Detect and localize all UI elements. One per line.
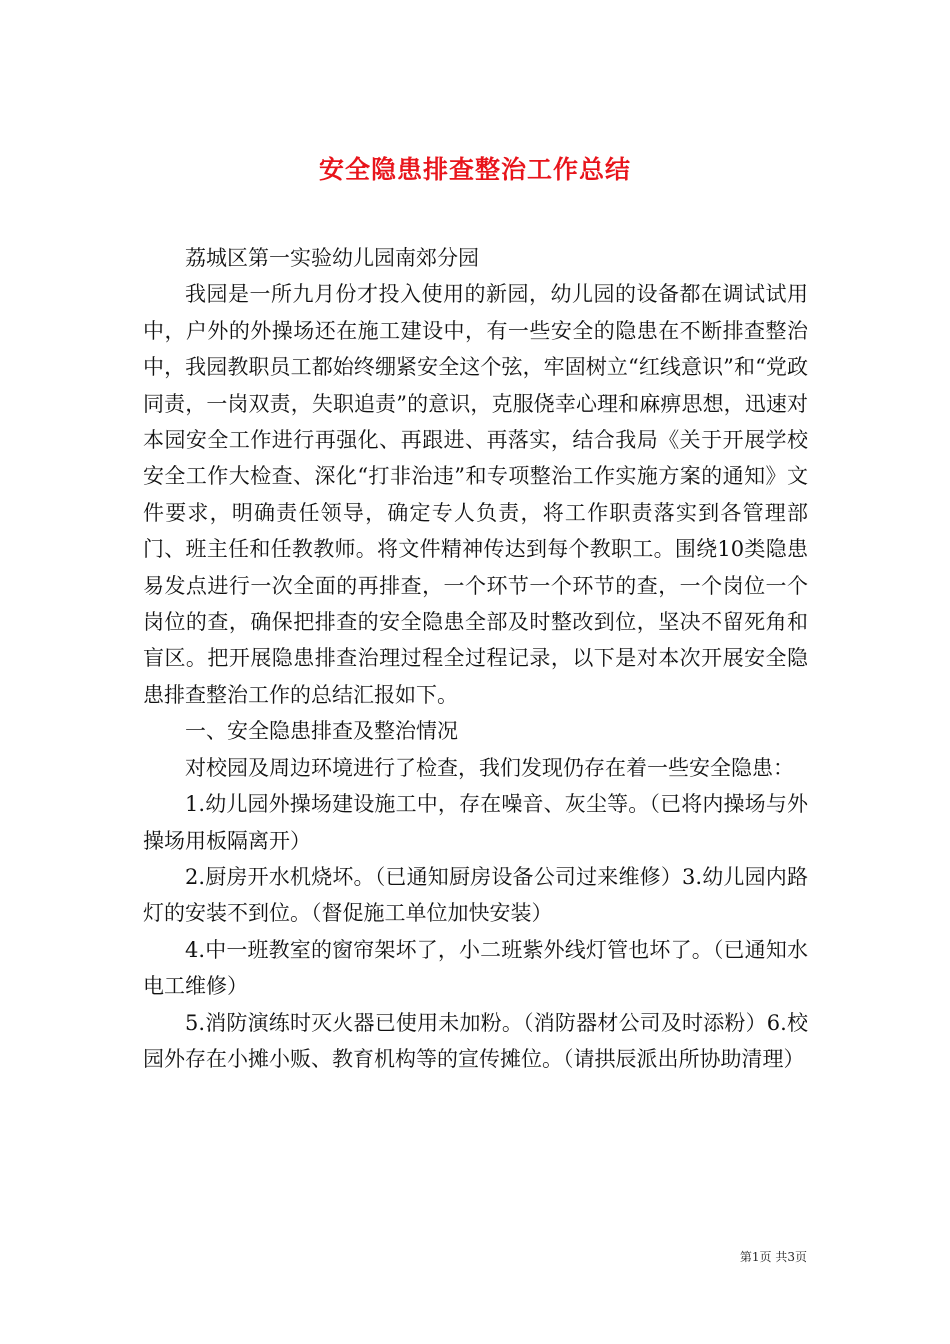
hazard-item: 5.消防演练时灭火器已使用未加粉。（消防器材公司及时添粉）6.校园外存在小摊小贩、教育机构等的宣传摊位。（请拱辰派出所协助清理） <box>143 1010 808 1071</box>
hazard-item: 4.中一班教室的窗帘架坏了，小二班紫外线灯管也坏了。（已通知水电工维修） <box>143 937 808 999</box>
document-body <box>143 240 808 1077</box>
inspection-paragraph: 对校园及周边环境进行了检查，我们发现仍存在着一些安全隐患： <box>185 755 794 780</box>
hazard-item: 2.厨房开水机烧坏。（已通知厨房设备公司过来维修）3.幼儿园内路灯的安装不到位。（督促施工单位加快安装） <box>143 864 808 926</box>
hazard-item: 1.幼儿园外操场建设施工中，存在噪音、灰尘等。（已将内操场与外操场用板隔离开） <box>143 792 808 853</box>
section-heading: 一、安全隐患排查及整治情况 <box>185 719 458 744</box>
document-title: 安全隐患排查整治工作总结 <box>318 154 631 184</box>
school-name: 荔城区第一实验幼儿园南郊分园 <box>185 246 479 270</box>
page-number: 第1页 共3页 <box>739 1250 807 1264</box>
intro-paragraph: 我园是一所九月份才投入使用的新园，幼儿园的设备都在调试试用中，户外的外操场还在施工建设中，有一些安全的隐患在不断排查整治中，我园教职员工都始终绷紧安全这个弦，牢固树立“红线意识”和“党政同责，一岗双责，失职追责”的意识，克服侥幸心理和麻痹思想，迅速对本园安全工作进行再强化、再跟进、再落实，结合我局《关于开展学校安全工作大检查、深化“打非治违”和专项整治工作实施方案的通知》文件要求，明确责任领导，确定专人负责，将工作职责落实到各管理部门、班主任和任教教师。将文件精神传达到每个教职工。围绕10类隐患易发点进行一次全面的再排查，一个环节一个环节的查，一个岗位一个岗位的查，确保把排查的安全隐患全部及时整改到位，坚决不留死角和盲区。把开展隐患排查治理过程全过程记录，以下是对本次开展安全隐患排查整治工作的总结汇报如下。 <box>143 282 808 707</box>
